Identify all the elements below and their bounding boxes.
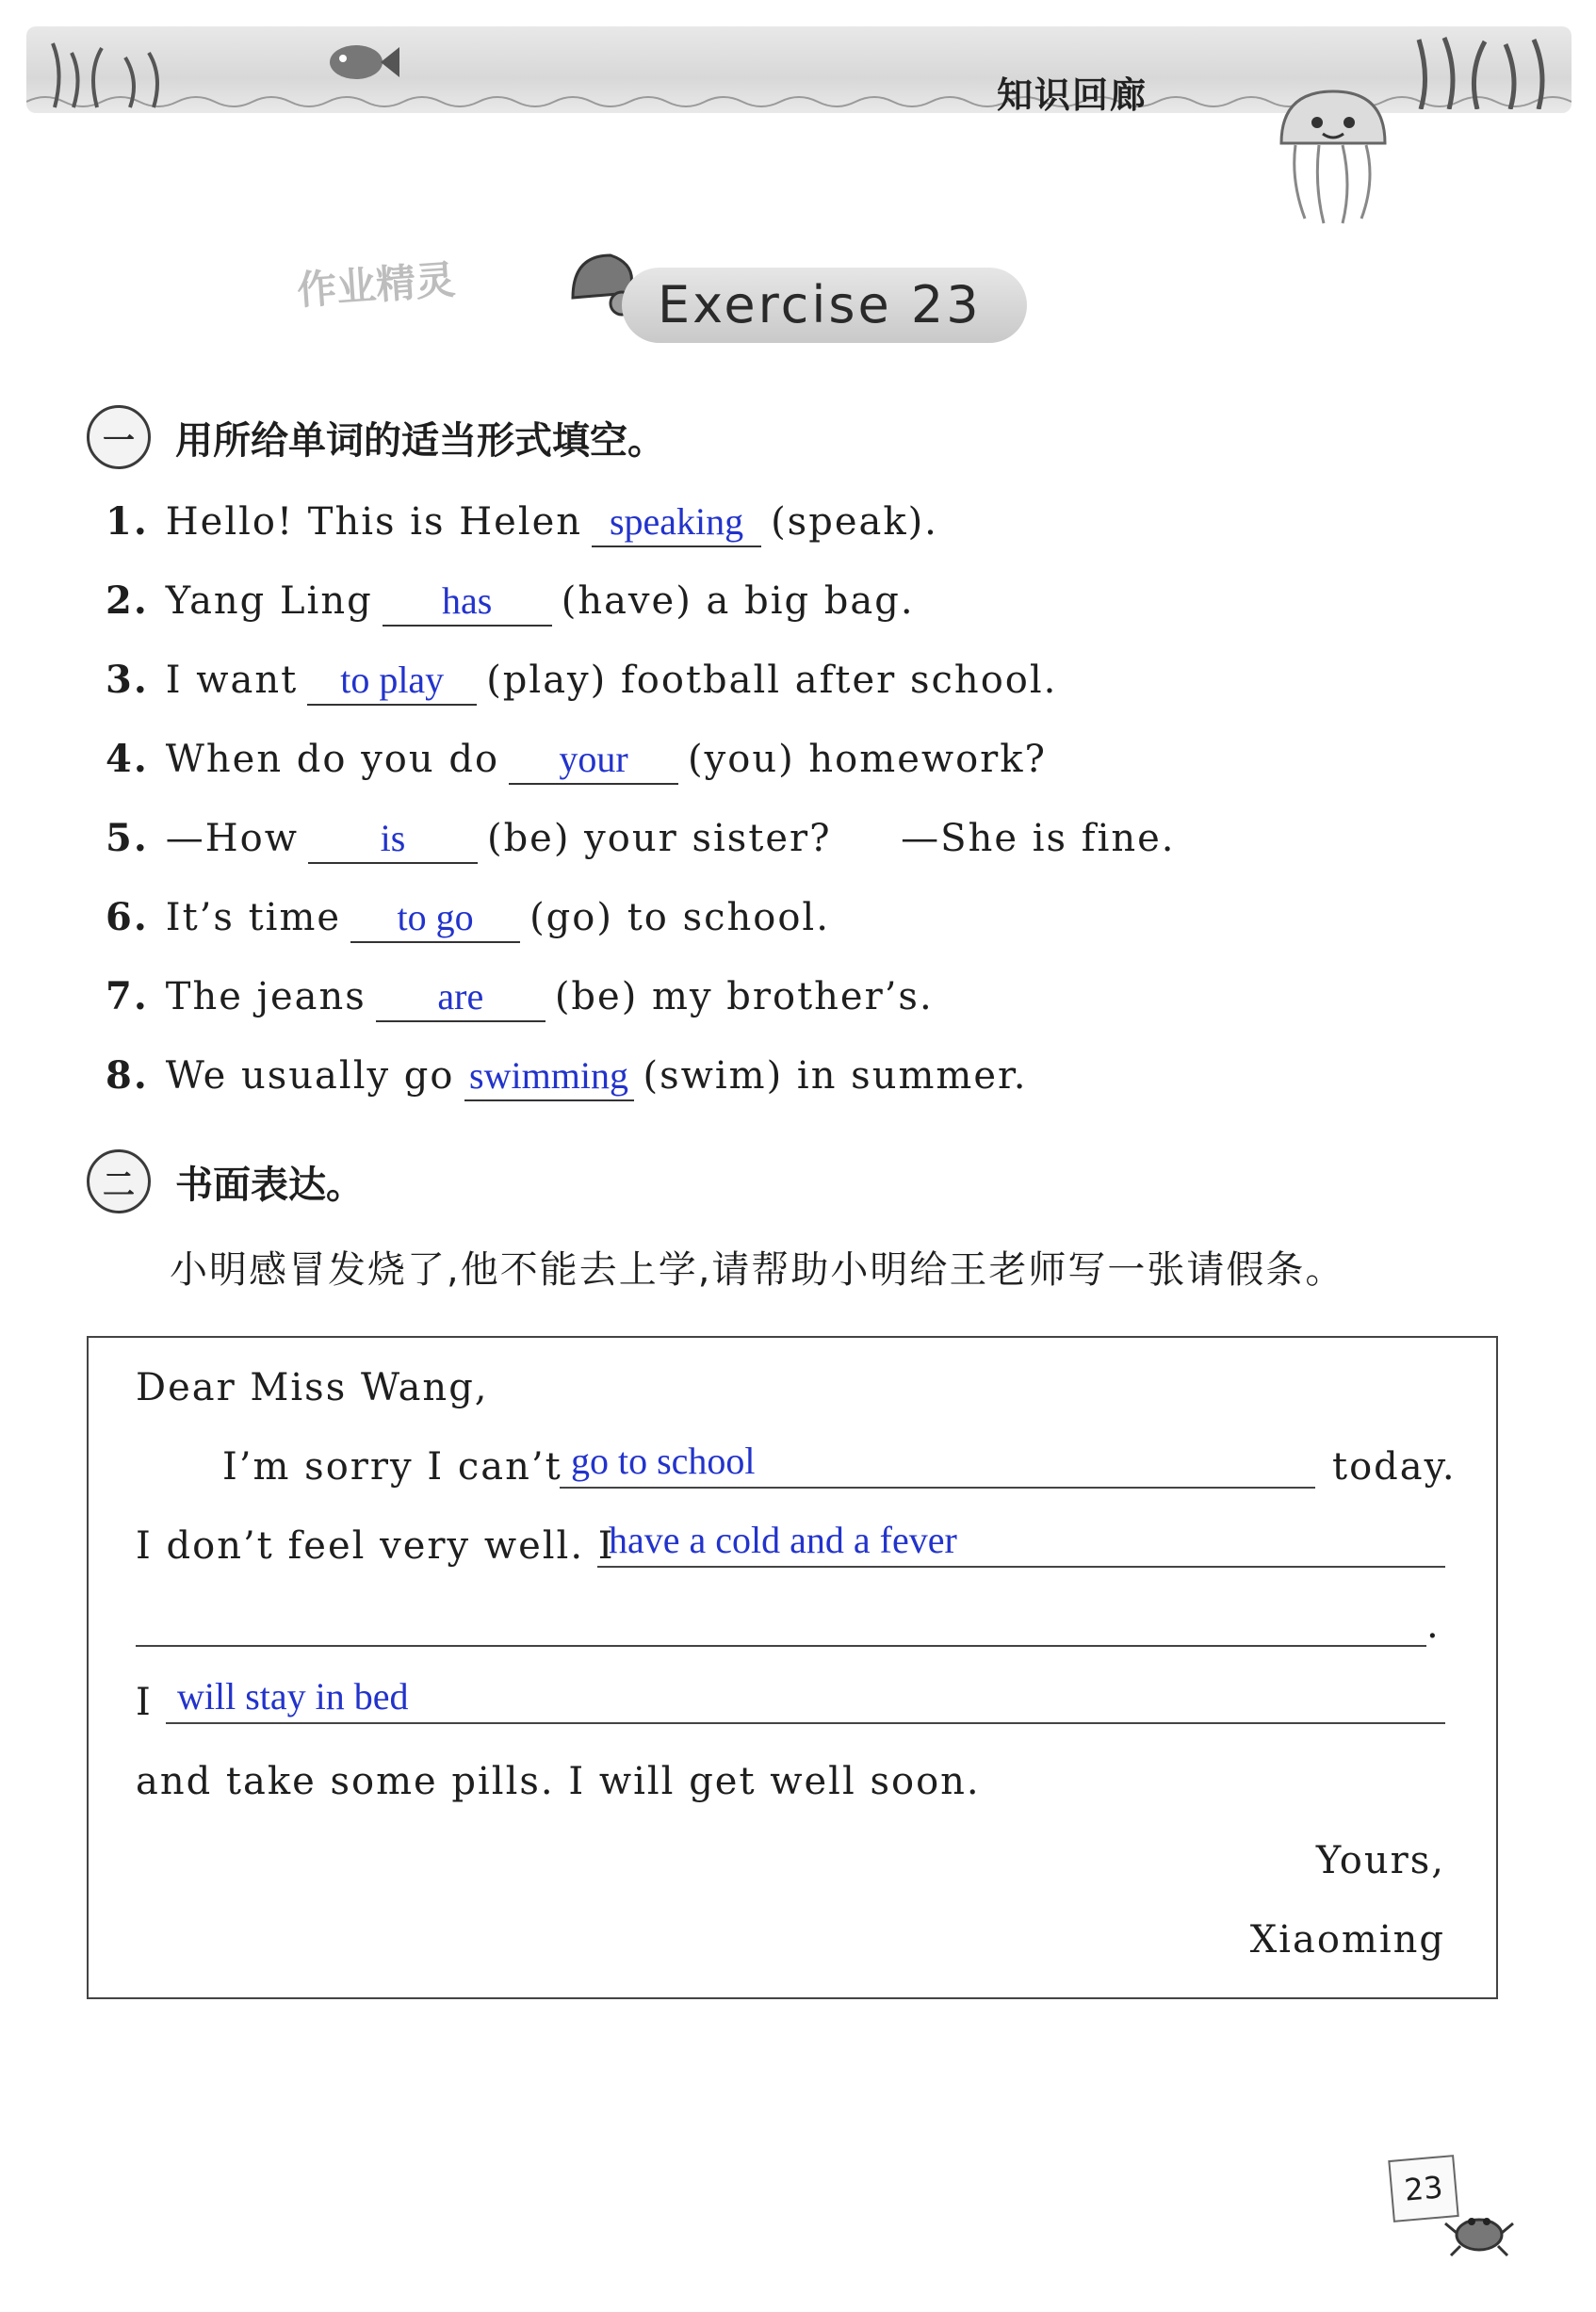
jellyfish-icon <box>1262 77 1404 228</box>
item-text: The jeans <box>165 975 366 1018</box>
answer-blank[interactable]: swimming <box>464 1053 634 1101</box>
page-number: 23 <box>1388 2155 1458 2222</box>
fish-icon <box>318 34 403 90</box>
list-item <box>106 578 915 627</box>
header-title: 知识回廊 <box>996 74 1148 116</box>
letter-box <box>87 1336 1498 1999</box>
list-item <box>106 499 938 547</box>
crab-icon <box>1441 2195 1517 2261</box>
item-text: (you) homework? <box>688 738 1047 781</box>
letter-text: and take some pills. I will get well soon. <box>136 1760 981 1803</box>
letter-text: I don’t feel very well. I <box>136 1524 615 1568</box>
item-number: 8. <box>106 1053 149 1098</box>
letter-closing: Yours, <box>1315 1839 1445 1882</box>
item-text: I want <box>165 659 299 702</box>
item-number: 3. <box>106 658 149 702</box>
letter-greeting: Dear Miss Wang, <box>136 1366 489 1409</box>
section-1-heading <box>87 405 665 469</box>
letter-signature: Xiaoming <box>1249 1918 1445 1962</box>
item-number: 2. <box>106 578 149 623</box>
item-number: 4. <box>106 737 149 781</box>
seaweed-right-icon <box>1402 30 1562 109</box>
answer-blank[interactable]: are <box>376 974 546 1022</box>
list-item <box>106 1053 1027 1101</box>
letter-text: today. <box>1332 1445 1457 1489</box>
item-text: When do you do <box>165 738 500 781</box>
writing-instruction: 小明感冒发烧了,他不能去上学,请帮助小明给王老师写一张请假条。 <box>170 1248 1345 1292</box>
item-number: 6. <box>106 895 149 939</box>
answer-blank[interactable]: to play <box>307 658 477 706</box>
section-1-title: 用所给单词的适当形式填空。 <box>175 418 665 463</box>
item-number: 5. <box>106 816 149 860</box>
item-text: (go) to school. <box>529 896 830 939</box>
list-item <box>106 737 1047 785</box>
item-text: It’s time <box>165 896 342 939</box>
letter-text: I <box>136 1681 153 1724</box>
item-text: (play) football after school. <box>486 659 1058 702</box>
item-text: (have) a big bag. <box>561 579 915 623</box>
item-text: Yang Ling <box>165 579 373 623</box>
item-text: (swim) in summer. <box>643 1054 1028 1098</box>
watermark-logo: 作业精灵 <box>295 256 457 314</box>
section-2-badge: 二 <box>87 1149 151 1213</box>
answer-blank[interactable]: is <box>308 816 478 864</box>
answer-blank[interactable]: has <box>383 578 552 627</box>
answer-blank[interactable]: speaking <box>592 499 761 547</box>
answer-blank[interactable]: to go <box>350 895 520 943</box>
item-text: —How <box>165 817 299 860</box>
section-2-heading <box>87 1149 364 1213</box>
item-text: We usually go <box>165 1054 455 1098</box>
item-text: (be) your sister? —She is fine. <box>486 817 1176 860</box>
letter-answer-line[interactable]: go to school <box>560 1436 1315 1489</box>
item-text: (be) my brother’s. <box>554 975 934 1018</box>
list-item <box>106 974 934 1022</box>
letter-answer-line[interactable] <box>136 1594 1426 1647</box>
letter-answer-line[interactable]: have a cold and a fever <box>597 1515 1445 1568</box>
list-item <box>106 895 830 943</box>
item-number: 1. <box>106 499 149 544</box>
item-text: Hello! This is Helen <box>165 500 583 544</box>
section-2-title: 书面表达。 <box>175 1163 364 1207</box>
seaweed-icon <box>45 34 187 109</box>
section-1-badge: 一 <box>87 405 151 469</box>
list-item <box>106 816 1176 864</box>
letter-answer-line[interactable]: will stay in bed <box>166 1671 1445 1724</box>
exercise-title: Exercise 23 <box>658 275 982 334</box>
answer-blank[interactable]: your <box>509 737 678 785</box>
item-number: 7. <box>106 974 149 1018</box>
list-item <box>106 658 1057 706</box>
letter-text: . <box>1426 1604 1441 1647</box>
item-text: (speak). <box>771 500 938 544</box>
letter-text: I’m sorry I can’t <box>222 1445 562 1489</box>
